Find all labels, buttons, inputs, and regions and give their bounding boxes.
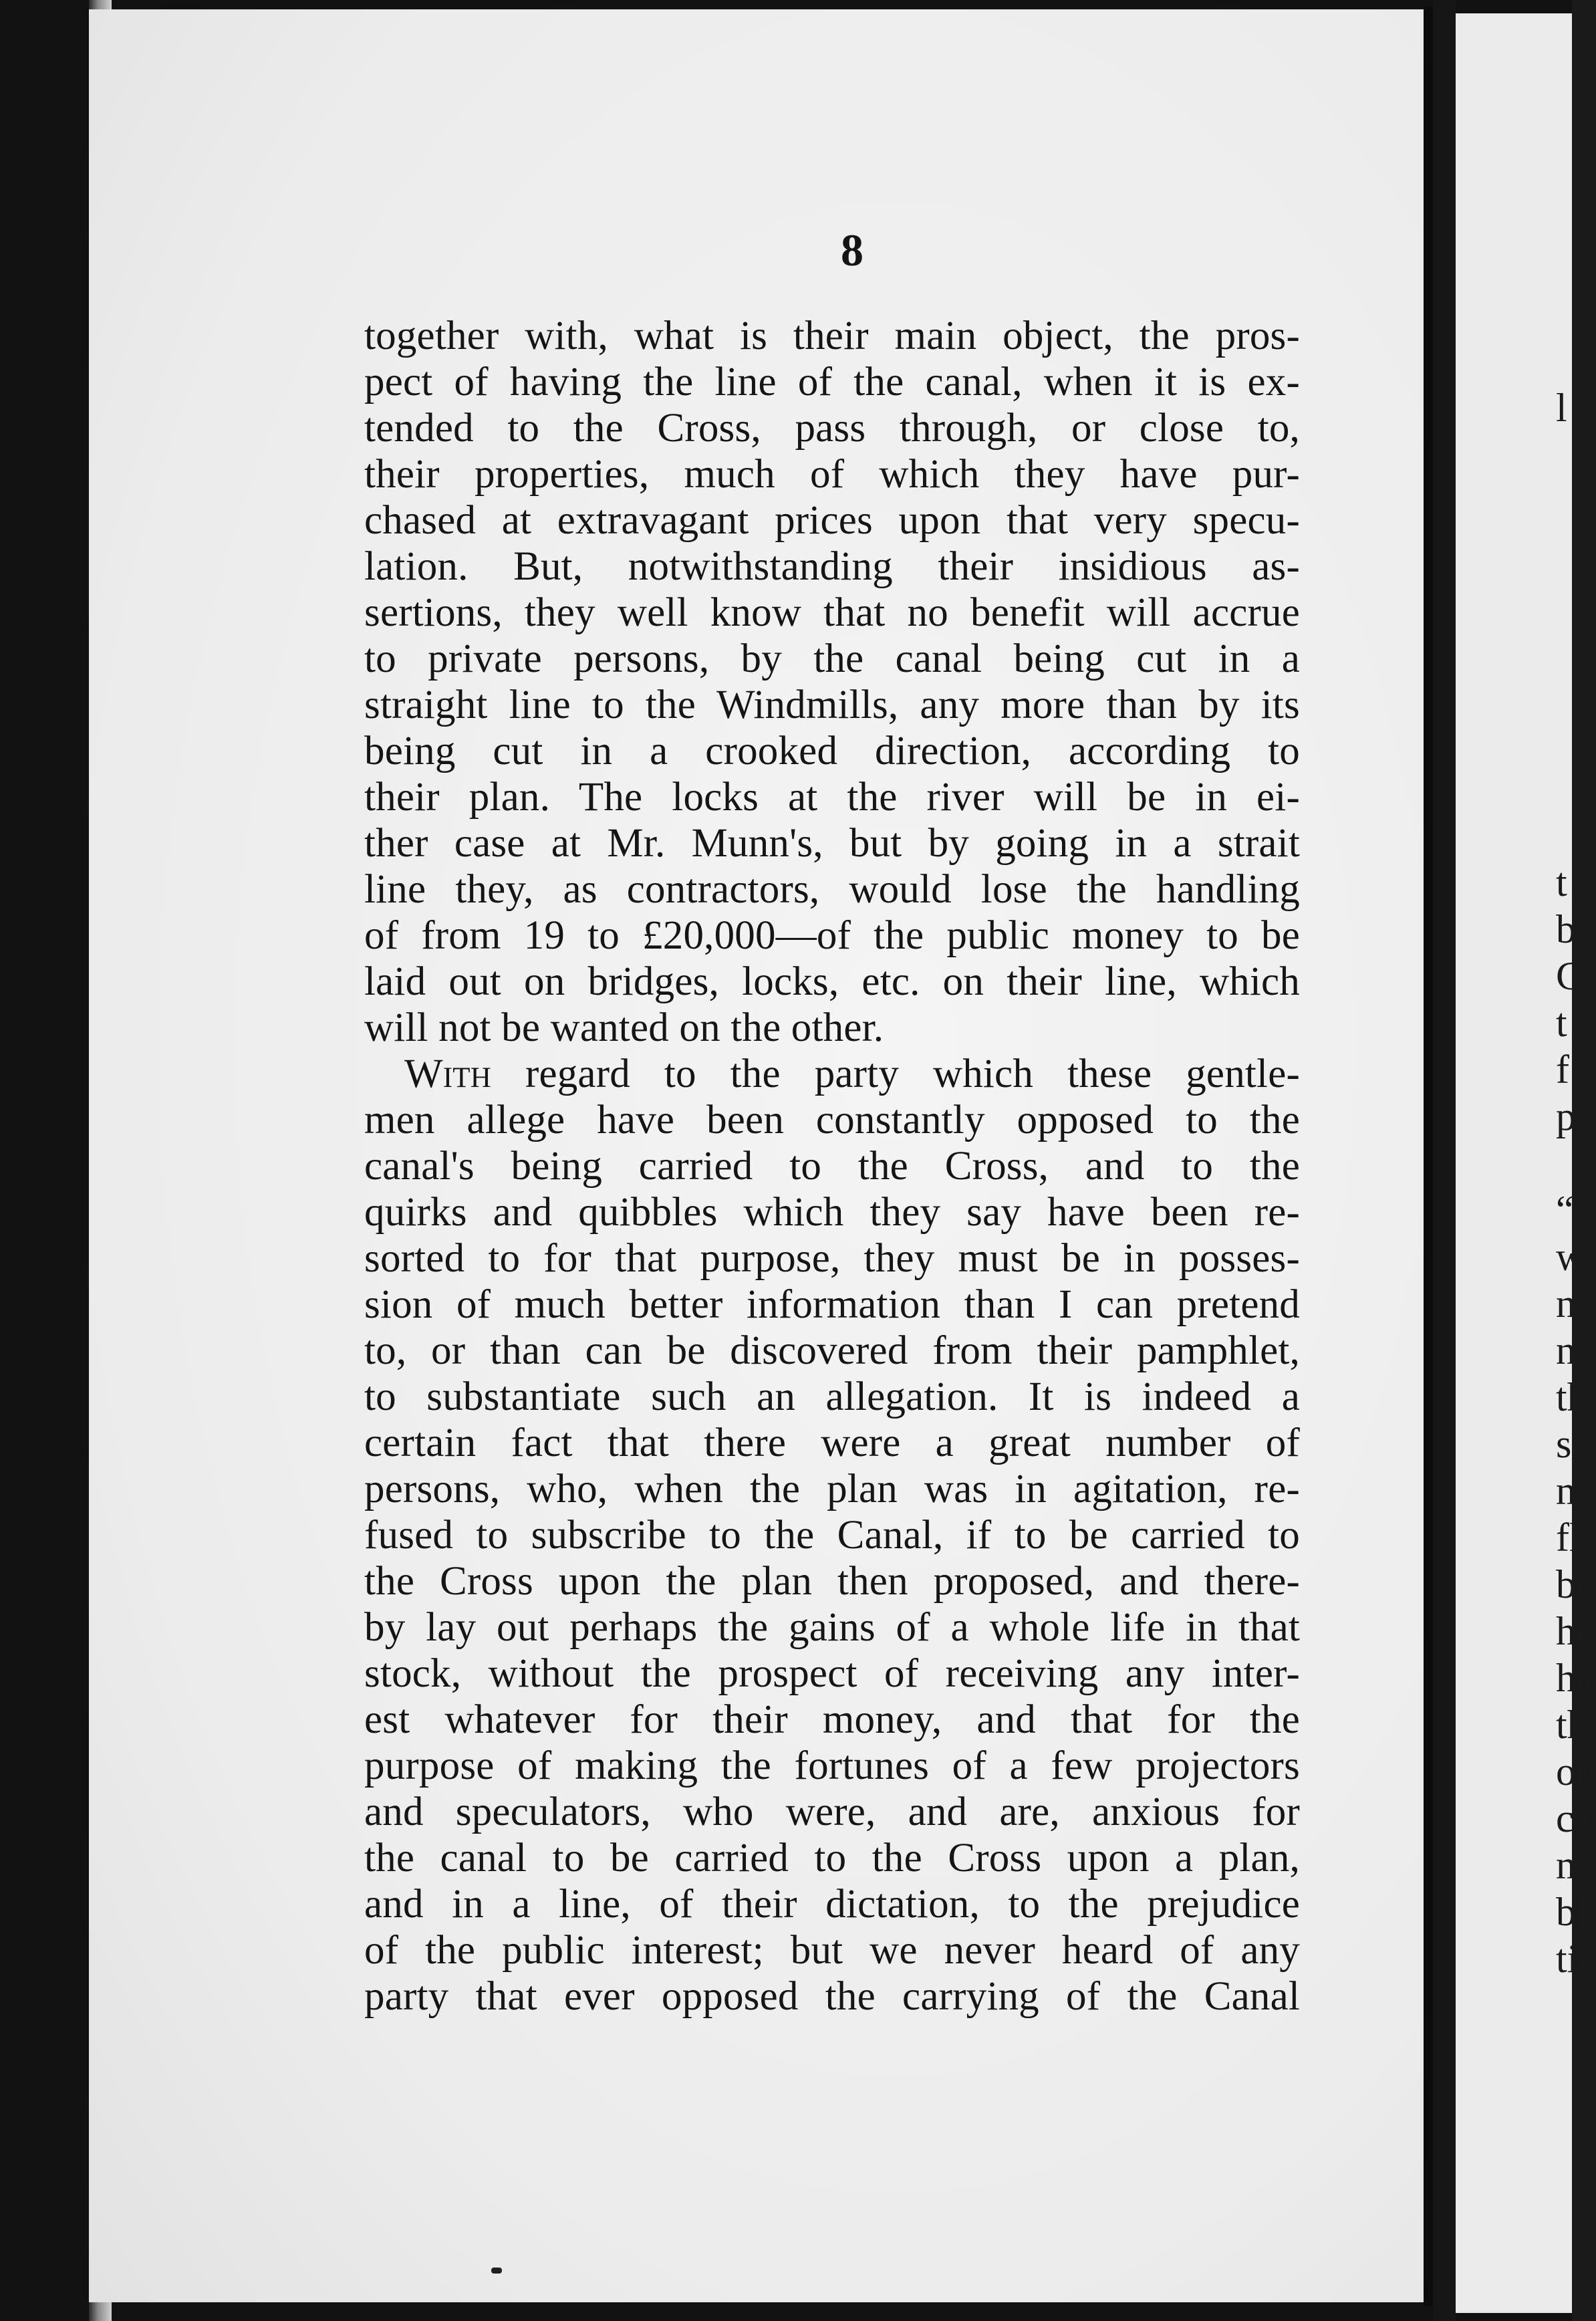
text-line: laid out on bridges, locks, etc. on their line, which [364, 959, 1300, 1004]
facing-fragment: t [1556, 860, 1567, 904]
text-line: party that ever opposed the carrying of the Canal [364, 1974, 1300, 2019]
page-number: 8 [841, 225, 863, 275]
text-line: chased at extravagant prices upon that very specu- [364, 498, 1300, 543]
text-line: stock, without the prospect of receiving any inter- [364, 1651, 1300, 1696]
facing-fragment: “ [1556, 1188, 1574, 1232]
text-line: straight line to the Windmills, any more than by its [364, 683, 1300, 727]
text-line: purpose of making the fortunes of a few projectors [364, 1743, 1300, 1788]
text-line: the canal to be carried to the Cross upon a plan, [364, 1836, 1300, 1880]
text-line: sertions, they well know that no benefit will accrue [364, 590, 1300, 635]
text-line: by lay out perhaps the gains of a whole life in that [364, 1605, 1300, 1650]
facing-fragment: fl [1556, 1515, 1581, 1560]
text-line: certain fact that there were a great number of [364, 1421, 1300, 1465]
ink-speck [491, 2268, 502, 2274]
paragraph-lead-word: With [404, 1052, 492, 1096]
facing-fragment: ca [1556, 1796, 1592, 1840]
facing-fragment: f [1556, 1048, 1569, 1092]
text-line: est whatever for their money, and that for the [364, 1697, 1300, 1742]
text-line: and speculators, who were, and are, anxious for [364, 1790, 1300, 1834]
facing-fragment: t [1556, 1001, 1567, 1045]
facing-fragment: ha [1556, 1656, 1594, 1700]
facing-fragment: p [1556, 1094, 1576, 1138]
text-line: and in a line, of their dictation, to the prejudice [364, 1882, 1300, 1927]
text-line: tended to the Cross, pass through, or close to, [364, 406, 1300, 451]
facing-fragment: tic [1556, 1937, 1596, 1981]
text-line: lation. But, notwithstanding their insidious as- [364, 544, 1300, 589]
facing-fragment: n [1556, 1281, 1576, 1326]
body-text [364, 313, 1300, 2020]
facing-fragment: bl [1556, 1890, 1587, 1934]
text-line: line they, as contractors, would lose the handling [364, 867, 1300, 912]
text-line: their properties, much of which they have pur- [364, 452, 1300, 497]
facing-fragment: sa [1556, 1422, 1589, 1466]
facing-fragment: m [1556, 1843, 1587, 1887]
text-line: persons, who, when the plan was in agitation, re- [364, 1467, 1300, 1511]
text-line: quirks and quibbles which they say have been re- [364, 1190, 1300, 1235]
text-line: men allege have been constantly opposed to the [364, 1098, 1300, 1142]
text-line: sorted to for that purpose, they must be in posses- [364, 1236, 1300, 1281]
page-edge-rule [1424, 7, 1433, 2306]
text-line: their plan. The locks at the river will be in ei- [364, 775, 1300, 820]
text-line: being cut in a crooked direction, according to [364, 729, 1300, 773]
text-line: the Cross upon the plan then proposed, and there- [364, 1559, 1300, 1604]
text-line: sion of much better information than I can pretend [364, 1282, 1300, 1327]
facing-fragment: l [1556, 386, 1567, 430]
text-line: will not be wanted on the other. [364, 1005, 884, 1050]
facing-page [1456, 13, 1572, 2313]
facing-fragment: C [1556, 954, 1583, 998]
text-line: together with, what is their main object, the pros- [364, 314, 1300, 358]
facing-fragment: w [1556, 1235, 1585, 1279]
text-line: of from 19 to £20,000—of the public money to be [364, 913, 1300, 958]
facing-fragment: n [1556, 1328, 1576, 1372]
facing-page-text-fragments [1556, 0, 1596, 2321]
facing-fragment: ou [1556, 1749, 1596, 1794]
facing-fragment: he [1556, 1609, 1594, 1653]
text-line: to, or than can be discovered from their pamphlet, [364, 1328, 1300, 1373]
text-line: to private persons, by the canal being cut in a [364, 636, 1300, 681]
text-line: ther case at Mr. Munn's, but by going in a strait [364, 821, 1300, 866]
facing-fragment: th [1556, 1703, 1587, 1747]
text-line: to substantiate such an allegation. It is indeed a [364, 1374, 1300, 1419]
paragraph-opening-line [364, 1051, 1300, 1097]
facing-fragment: b [1556, 907, 1576, 951]
facing-fragment: m [1556, 1469, 1587, 1513]
text-line: canal's being carried to the Cross, and to the [364, 1144, 1300, 1189]
text-line: pect of having the line of the canal, when it is ex- [364, 360, 1300, 404]
paragraph-opening-rest: regard to the party which these gentle- [491, 1052, 1300, 1096]
facing-fragment: br [1556, 1562, 1589, 1606]
spine-gap [1433, 0, 1456, 2321]
text-line: of the public interest; but we never heard of any [364, 1928, 1300, 1973]
text-line: fused to subscribe to the Canal, if to be carried to [364, 1513, 1300, 1558]
facing-fragment: th [1556, 1375, 1587, 1419]
